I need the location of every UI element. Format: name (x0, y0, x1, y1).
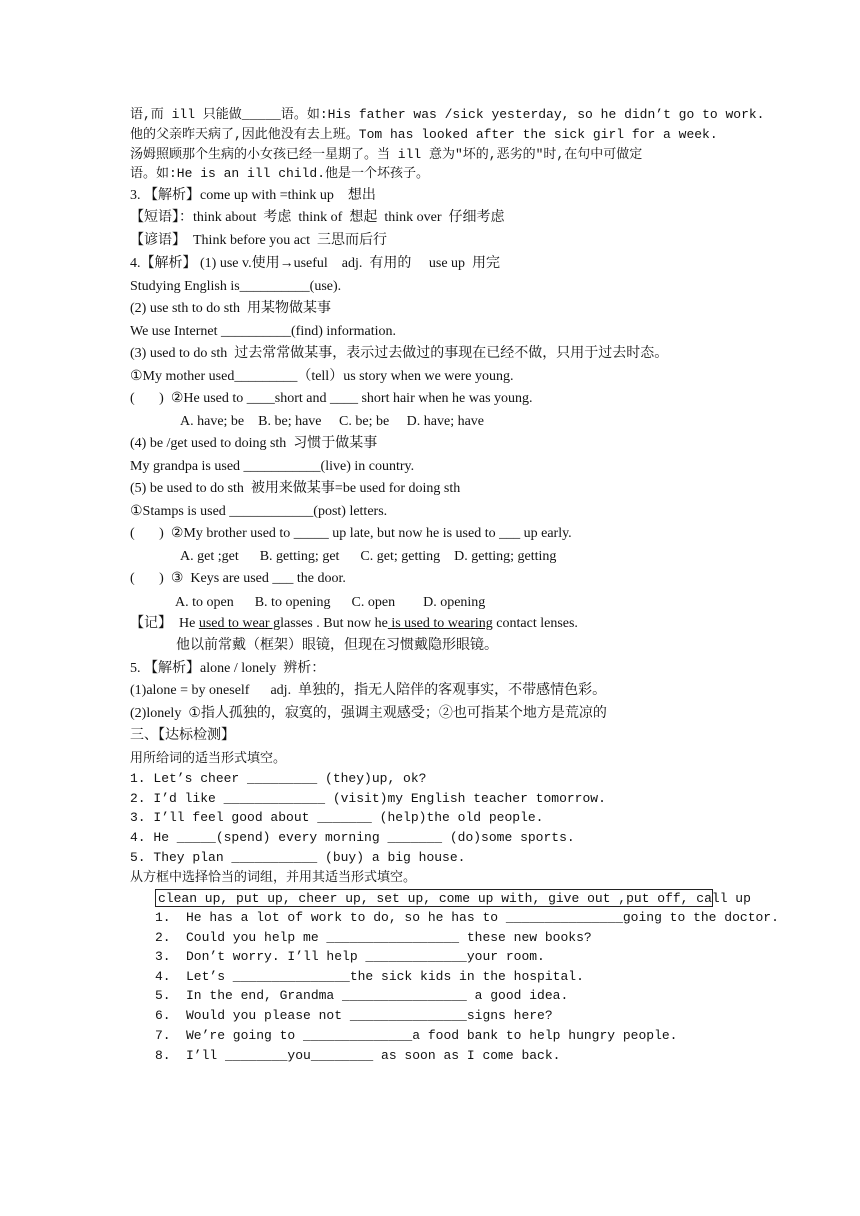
text-line: 他的父亲昨天病了,因此他没有去上班。Tom has looked after the sick girl for a week. (130, 127, 718, 142)
text-line: (4) be /get used to doing sth 习惯于做某事 (130, 436, 378, 451)
word-box: clean up, put up, cheer up, set up, come up with, give out ,put off, call up (155, 889, 713, 907)
section-5-heading: 5. 【解析】alone / lonely 辨析： (130, 661, 326, 676)
fill-blank-item: 2. I’d like _____________ (visit)my English teacher tomorrow. (130, 791, 606, 806)
question-line: ( ) ②He used to ____short and ____ short hair when he was young. (130, 391, 533, 406)
section-title: 三、【达标检测】 (130, 728, 235, 743)
exercise-number: 6. (155, 1008, 171, 1023)
text-line: (2) use sth to do sth 用某物做某事 (130, 301, 332, 316)
memo-translation: 他以前常戴（框架）眼镜，但现在习惯戴隐形眼镜。 (176, 638, 498, 653)
text-line: We use Internet __________(find) information. (130, 324, 396, 339)
exercise-item: We’re going to ______________a food bank to help hungry people. (186, 1028, 678, 1043)
exercise-number: 3. (155, 949, 171, 964)
answer-options: A. get ;get B. getting; get C. get; getting D. getting; getting (180, 549, 557, 564)
text-line: My grandpa is used ___________(live) in country. (130, 459, 415, 474)
text-line: (1)alone = by oneself adj. 单独的，指无人陪伴的客观事实，不带感情色彩。 (130, 683, 607, 698)
exercise-number: 4. (155, 969, 171, 984)
text-line: Studying English is__________(use). (130, 279, 342, 294)
exercise-item: Could you help me _________________ these new books? (186, 930, 592, 945)
fill-blank-item: 3. I’ll feel good about _______ (help)the old people. (130, 810, 544, 825)
exercise-number: 5. (155, 988, 171, 1003)
memo-label: 【记】 He (130, 616, 199, 631)
underlined-phrase: used to wear g (198, 616, 281, 631)
text-line: 语。如:He is an ill child.他是一个坏孩子。 (130, 166, 430, 181)
text-line: ①Stamps is used ____________(post) letters. (130, 504, 388, 519)
phrases-line: 【短语】：think about 考虑 think of 想起 think over 仔细考虑 (130, 210, 505, 225)
text-line: 汤姆照顾那个生病的小女孩已经一星期了。当 ill 意为"坏的,恶劣的"时,在句中可做定 (130, 147, 643, 162)
fill-blank-item: 1. Let’s cheer _________ (they)up, ok? (130, 771, 427, 786)
exercise-item: Let’s _______________the sick kids in the hospital. (186, 969, 584, 984)
text-line: (3) used to do sth 过去常常做某事，表示过去做过的事现在已经不做，只用于过去时态。 (130, 346, 669, 361)
text-line: 语,而 ill 只能做_____语。如:His father was /sick yesterday, so he didn’t go to work. (130, 107, 765, 122)
text-line: ①My mother used_________（tell）us story when we were young. (130, 369, 514, 384)
exercise-item: I’ll ________you________ as soon as I come back. (186, 1048, 561, 1063)
question-line: ( ) ②My brother used to _____ up late, but now he is used to ___ up early. (130, 526, 572, 541)
section-3-heading: 3. 【解析】come up with =think up 想出 (130, 188, 376, 203)
fill-blank-item: 5. They plan ___________ (buy) a big house. (130, 850, 466, 865)
exercise-number: 7. (155, 1028, 171, 1043)
memo-text: lasses . But now he (280, 616, 388, 631)
exercise-number: 8. (155, 1048, 171, 1063)
instruction: 用所给词的适当形式填空。 (130, 751, 287, 766)
answer-options: A. to open B. to opening C. open D. opening (175, 595, 486, 610)
memo-line (130, 614, 578, 634)
question-line: ( ) ③ Keys are used ___ the door. (130, 571, 346, 586)
exercise-number: 1. (155, 910, 171, 925)
exercise-item: Would you please not _______________signs here? (186, 1008, 553, 1023)
memo-text: contact lenses. (492, 616, 578, 631)
underlined-phrase: is used to wearing (387, 616, 493, 631)
answer-options: A. have; be B. be; have C. be; be D. have; have (180, 414, 485, 429)
exercise-item: In the end, Grandma ________________ a good idea. (186, 988, 569, 1003)
exercise-number: 2. (155, 930, 171, 945)
proverb-line: 【谚语】 Think before you act 三思而后行 (130, 233, 388, 248)
section-4-heading: 4.【解析】 (1) use v.使用→useful adj. 有用的 use up 用完 (130, 256, 501, 271)
exercise-item: He has a lot of work to do, so he has to _______________going to the doctor. (186, 910, 779, 925)
exercise-item: Don’t worry. I’ll help _____________your room. (186, 949, 545, 964)
text-line: (2)lonely ①指人孤独的，寂寞的，强调主观感受；②也可指某个地方是荒凉的 (130, 706, 607, 721)
fill-blank-item: 4. He _____(spend) every morning _______ (do)some sports. (130, 830, 575, 845)
text-line: (5) be used to do sth 被用来做某事=be used for doing sth (130, 481, 461, 496)
instruction: 从方框中选择恰当的词组，并用其适当形式填空。 (130, 870, 417, 885)
